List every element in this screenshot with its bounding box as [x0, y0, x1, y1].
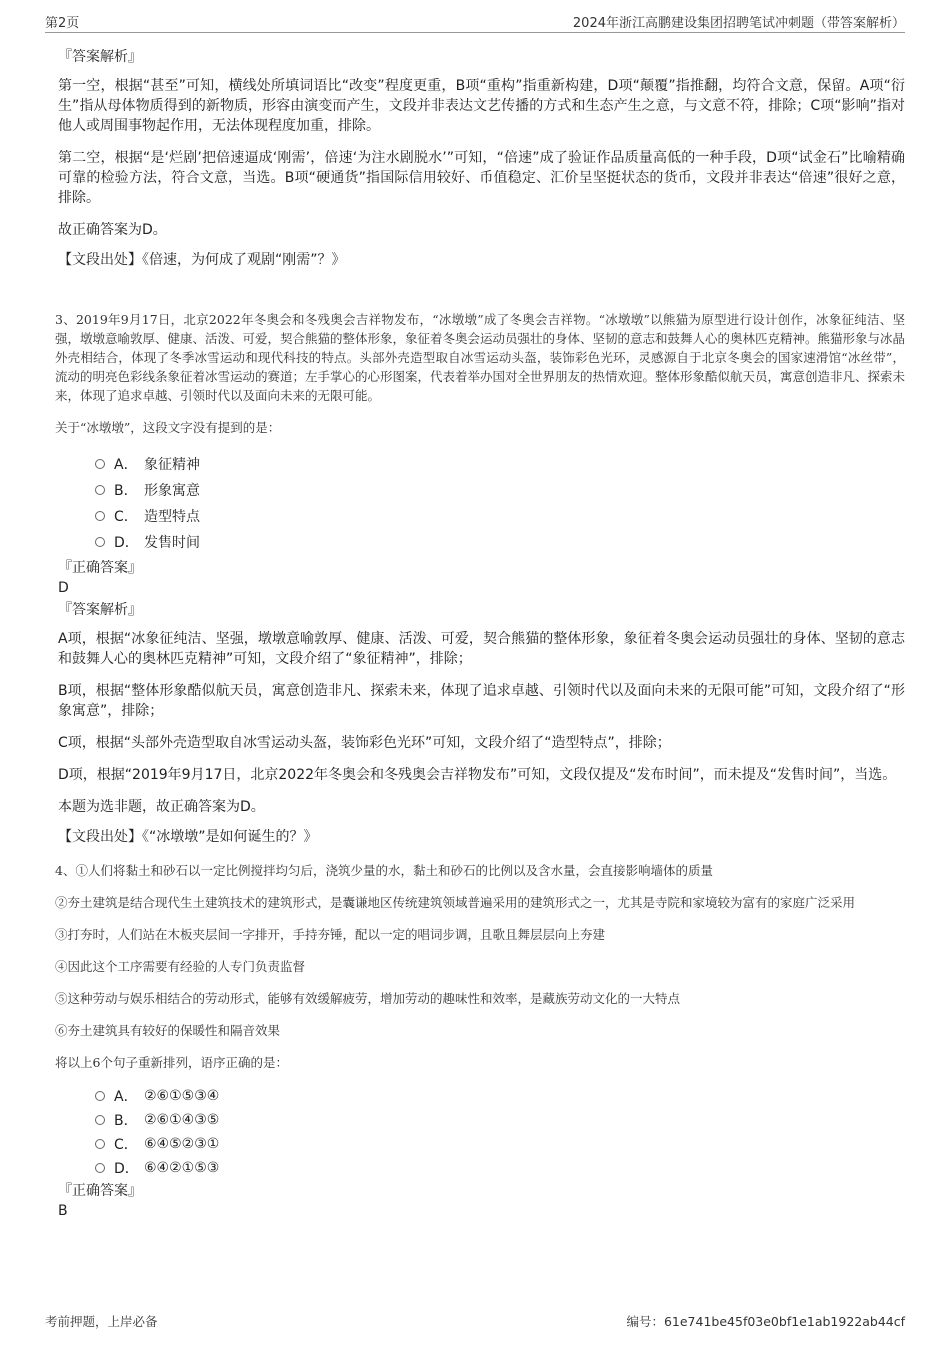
question-4-sentence: ③打夯时，人们站在木板夹层间一字排开，手持夯锤，配以一定的唱词步调，且歌且舞层层向上夯建 [55, 927, 606, 942]
question-4-sentence: ④因此这个工序需要有经验的人专门负责监督 [55, 959, 306, 974]
radio-icon[interactable] [95, 1115, 105, 1125]
question-4-sentence: ⑥夯土建筑具有较好的保暖性和隔音效果 [55, 1023, 281, 1038]
analysis-paragraph: 本题为选非题，故正确答案为D。 [58, 799, 265, 815]
source-note: 【文段出处】《“冰墩墩”是如何诞生的？》 [58, 829, 318, 845]
question-3-stem: 3、2019年9月17日，北京2022年冬奥会和冬残奥会吉祥物发布，“冰墩墩”成了冬奥会吉祥物。“冰墩墩”以熊猫为原型进行设计创作，冰象征纯洁、坚强，墩墩意喻敦厚、健康、活泼、可爱，契合熊猫的整体形象，象征着冬奥会运动员强壮的身体、坚韧的意志和鼓舞人心的奥林匹克精神。熊猫形象与冰晶外壳相结合，体现了冬季冰雪运动和现代科技的特点。头部外壳造型取自冰雪运动头盔，装饰彩色光环，灵感源自于北京冬奥会的国家速滑馆“冰丝带”，流动的明亮色彩线条象征着冰雪运动的赛道；左手掌心的心形图案，代表着举办国对全世界朋友的热情欢迎。整体形象酷似航天员，寓意创造非凡、探索未来，体现了追求卓越、引领时代以及面向未来的无限可能。 [55, 312, 906, 403]
radio-icon[interactable] [95, 511, 105, 521]
document-body [45, 36, 905, 1220]
question-4-prompt: 将以上6个句子重新排列，语序正确的是： [55, 1055, 288, 1070]
option-c[interactable]: C． ⑥④⑤②③① [95, 1132, 905, 1156]
option-d[interactable]: D． ⑥④②①⑤③ [95, 1156, 905, 1180]
correct-answer-value: D [58, 580, 69, 596]
option-a[interactable]: A． ②⑥①⑤③④ [95, 1084, 905, 1108]
option-b[interactable]: B． 形象寓意 [95, 477, 905, 503]
question-3-prompt: 关于“冰墩墩”，这段文字没有提到的是： [55, 420, 281, 435]
analysis-paragraph: 第一空，根据“甚至”可知，横线处所填词语比“改变”程度更重，B项“重构”指重新构建，D项“颠覆”指推翻，均符合文意，保留。A项“衍生”指从母体物质得到的新物质，形容由演变而产生，文段并非表达文艺传播的方式和生态产生之意，与文意不符，排除；C项“影响”指对他人或周围事物起作用，无法体现程度加重，排除。 [58, 78, 905, 134]
correct-answer-label: 『正确答案』 [58, 560, 142, 576]
document-id: 编号：61e741be45f03e0bf1e1ab1922ab44cf [626, 1314, 905, 1329]
option-d[interactable]: D． 发售时间 [95, 529, 905, 555]
analysis-label: 『答案解析』 [58, 49, 142, 65]
question-4-sentence: ②夯土建筑是结合现代生土建筑技术的建筑形式，是囊谦地区传统建筑领域普遍采用的建筑形式之一，尤其是寺院和家境较为富有的家庭广泛采用 [55, 895, 856, 910]
question-4-sentence: 4、①人们将黏土和砂石以一定比例搅拌均匀后，浇筑少量的水，黏土和砂石的比例以及含水量，会直接影响墙体的质量 [55, 863, 713, 878]
radio-icon[interactable] [95, 1091, 105, 1101]
correct-answer-label: 『正确答案』 [58, 1183, 142, 1199]
page-number: 第2页 [45, 16, 80, 31]
question-4-options [95, 1084, 905, 1180]
question-4-sentence: ⑤这种劳动与娱乐相结合的劳动形式，能够有效缓解疲劳，增加劳动的趣味性和效率，是藏族劳动文化的一大特点 [55, 991, 681, 1006]
analysis-paragraph: A项，根据“冰象征纯洁、坚强，墩墩意喻敦厚、健康、活泼、可爱，契合熊猫的整体形象，象征着冬奥会运动员强壮的身体、坚韧的意志和鼓舞人心的奥林匹克精神”可知，文段介绍了“象征精神”，排除； [58, 631, 905, 667]
analysis-paragraph: 第二空，根据“是‘烂剧’把倍速逼成‘刚需’，倍速‘为注水剧脱水’”可知，“倍速”成了验证作品质量高低的一种手段，D项“试金石”比喻精确可靠的检验方法，符合文意，当选。B项“硬通货”指国际信用较好、币值稳定、汇价呈坚挺状态的货币，文段并非表达“倍速”很好之意，排除。 [58, 150, 905, 206]
analysis-paragraph: C项，根据“头部外壳造型取自冰雪运动头盔，装饰彩色光环”可知，文段介绍了“造型特点”，排除； [58, 735, 671, 751]
source-note: 【文段出处】《倍速，为何成了观剧“刚需”？》 [58, 252, 346, 268]
analysis-paragraph: B项，根据“整体形象酷似航天员，寓意创造非凡、探索未来，体现了追求卓越、引领时代以及面向未来的无限可能”可知，文段介绍了“形象寓意”，排除； [58, 683, 905, 719]
correct-answer-value: B [58, 1203, 68, 1219]
option-b[interactable]: B． ②⑥①④③⑤ [95, 1108, 905, 1132]
question-4 [45, 861, 905, 1072]
question-3-options [95, 451, 905, 555]
radio-icon[interactable] [95, 459, 105, 469]
radio-icon[interactable] [95, 485, 105, 495]
analysis-paragraph: 故正确答案为D。 [58, 222, 167, 238]
analysis-paragraph: D项，根据“2019年9月17日，北京2022年冬奥会和冬残奥会吉祥物发布”可知，文段仅提及“发布时间”，而未提及“发售时间”，当选。 [58, 767, 897, 783]
option-a[interactable]: A． 象征精神 [95, 451, 905, 477]
radio-icon[interactable] [95, 1163, 105, 1173]
radio-icon[interactable] [95, 1139, 105, 1149]
analysis-label: 『答案解析』 [58, 602, 142, 618]
radio-icon[interactable] [95, 537, 105, 547]
option-c[interactable]: C． 造型特点 [95, 503, 905, 529]
document-title: 2024年浙江高鹏建设集团招聘笔试冲刺题（带答案解析） [572, 16, 905, 31]
footer-slogan: 考前押题，上岸必备 [45, 1314, 158, 1329]
page-header [45, 10, 905, 33]
